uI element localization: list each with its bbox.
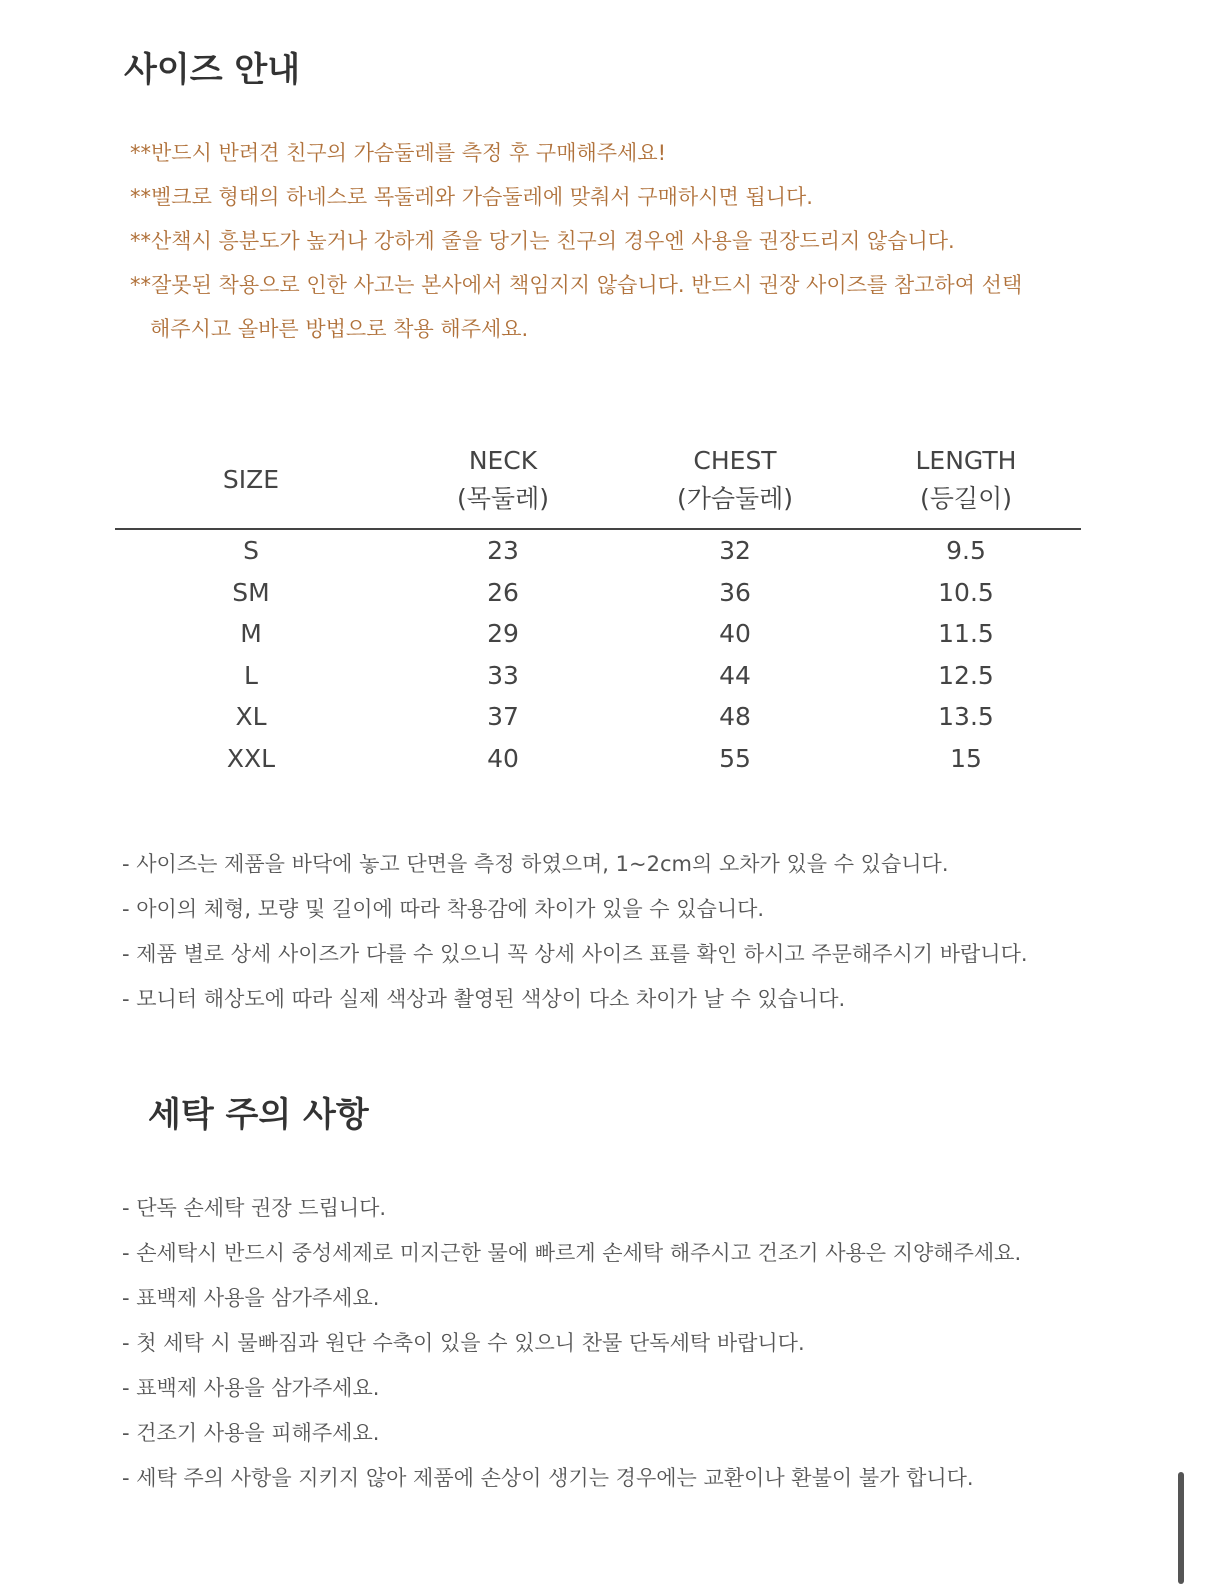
table-row: [115, 572, 1081, 614]
table-row: [115, 738, 1081, 780]
cell-size: SM: [232, 577, 270, 607]
cell-neck: 23: [487, 536, 519, 566]
scrollbar-thumb[interactable]: [1178, 1472, 1184, 1584]
cell-chest: 55: [719, 743, 751, 773]
header-size: [115, 432, 387, 529]
cell-chest: 32: [719, 536, 751, 566]
header-chest-sub: (가슴둘레): [676, 484, 794, 513]
header-length-sub: (등길이): [920, 484, 1012, 513]
size-notes: [122, 842, 1028, 1022]
table-row: [115, 696, 1081, 738]
cell-length: 13.5: [938, 702, 994, 732]
header-neck-sub: (목둘레): [457, 484, 549, 513]
size-table: [115, 432, 1081, 779]
washing-note-line: - 세탁 주의 사항을 지키지 않아 제품에 손상이 생기는 경우에는 교환이나 환불이 불가 합니다.: [122, 1466, 974, 1490]
cell-neck: 40: [487, 743, 519, 773]
cell-chest: 40: [719, 619, 751, 649]
cell-neck: 26: [487, 577, 519, 607]
note-line: - 제품 별로 상세 사이즈가 다를 수 있으니 꼭 상세 사이즈 표를 확인 하시고 주문해주시기 바랍니다.: [122, 942, 1028, 966]
washing-notes: [122, 1186, 1021, 1501]
cell-neck: 29: [487, 619, 519, 649]
cell-size: XL: [235, 702, 267, 732]
washing-note-line: - 단독 손세탁 권장 드립니다.: [122, 1196, 387, 1220]
washing-note-line: - 첫 세탁 시 물빠짐과 원단 수축이 있을 수 있으니 찬물 단독세탁 바랍니다.: [122, 1331, 805, 1355]
cell-neck: 33: [487, 660, 519, 690]
washing-note-line: - 표백제 사용을 삼가주세요.: [122, 1376, 380, 1400]
table-row: [115, 655, 1081, 697]
cell-chest: 36: [719, 577, 751, 607]
header-size-label: SIZE: [222, 465, 280, 494]
washing-note-line: - 건조기 사용을 피해주세요.: [122, 1421, 380, 1445]
note-line: - 아이의 체형, 모량 및 길이에 따라 착용감에 차이가 있을 수 있습니다.: [122, 897, 765, 921]
notice-line: **잘못된 착용으로 인한 사고는 본사에서 책임지지 않습니다. 반드시 권장 사이즈를 참고하여 선택: [130, 273, 1023, 297]
cell-size: L: [244, 660, 258, 690]
cell-length: 9.5: [946, 536, 986, 566]
note-line: - 모니터 해상도에 따라 실제 색상과 촬영된 색상이 다소 차이가 날 수 있습니다.: [122, 987, 846, 1011]
cell-size: M: [240, 619, 262, 649]
cell-length: 12.5: [938, 660, 994, 690]
header-chest-label: CHEST: [693, 446, 777, 475]
notice-line: **산책시 흥분도가 높거나 강하게 줄을 당기는 친구의 경우엔 사용을 권장드리지 않습니다.: [130, 229, 955, 253]
header-length: [851, 432, 1081, 529]
header-chest: [619, 432, 851, 529]
notice-line: **벨크로 형태의 하네스로 목둘레와 가슴둘레에 맞춰서 구매하시면 됩니다.: [130, 185, 813, 209]
washing-note-line: - 손세탁시 반드시 중성세제로 미지근한 물에 빠르게 손세탁 해주시고 건조기 사용은 지양해주세요.: [122, 1241, 1022, 1265]
header-neck: [387, 432, 619, 529]
notice-line: **반드시 반려견 친구의 가슴둘레를 측정 후 구매해주세요!: [130, 141, 667, 165]
size-table-header: [115, 432, 1081, 529]
washing-note-line: - 표백제 사용을 삼가주세요.: [122, 1286, 380, 1310]
cell-length: 10.5: [938, 577, 994, 607]
cell-chest: 44: [719, 660, 751, 690]
cell-length: 15: [950, 743, 982, 773]
note-line: - 사이즈는 제품을 바닥에 놓고 단면을 측정 하였으며, 1~2cm의 오차가 있을 수 있습니다.: [122, 852, 949, 876]
size-notices: [130, 131, 1022, 351]
washing-title: 세탁 주의 사항: [148, 1095, 369, 1135]
cell-size: S: [243, 536, 259, 566]
size-guide-title: 사이즈 안내: [124, 50, 301, 90]
table-row: [115, 529, 1081, 572]
cell-size: XXL: [226, 743, 276, 773]
cell-neck: 37: [487, 702, 519, 732]
header-neck-label: NECK: [468, 446, 538, 475]
notice-line: 해주시고 올바른 방법으로 착용 해주세요.: [150, 317, 529, 341]
header-length-label: LENGTH: [915, 446, 1017, 475]
cell-chest: 48: [719, 702, 751, 732]
cell-length: 11.5: [938, 619, 994, 649]
table-row: [115, 613, 1081, 655]
